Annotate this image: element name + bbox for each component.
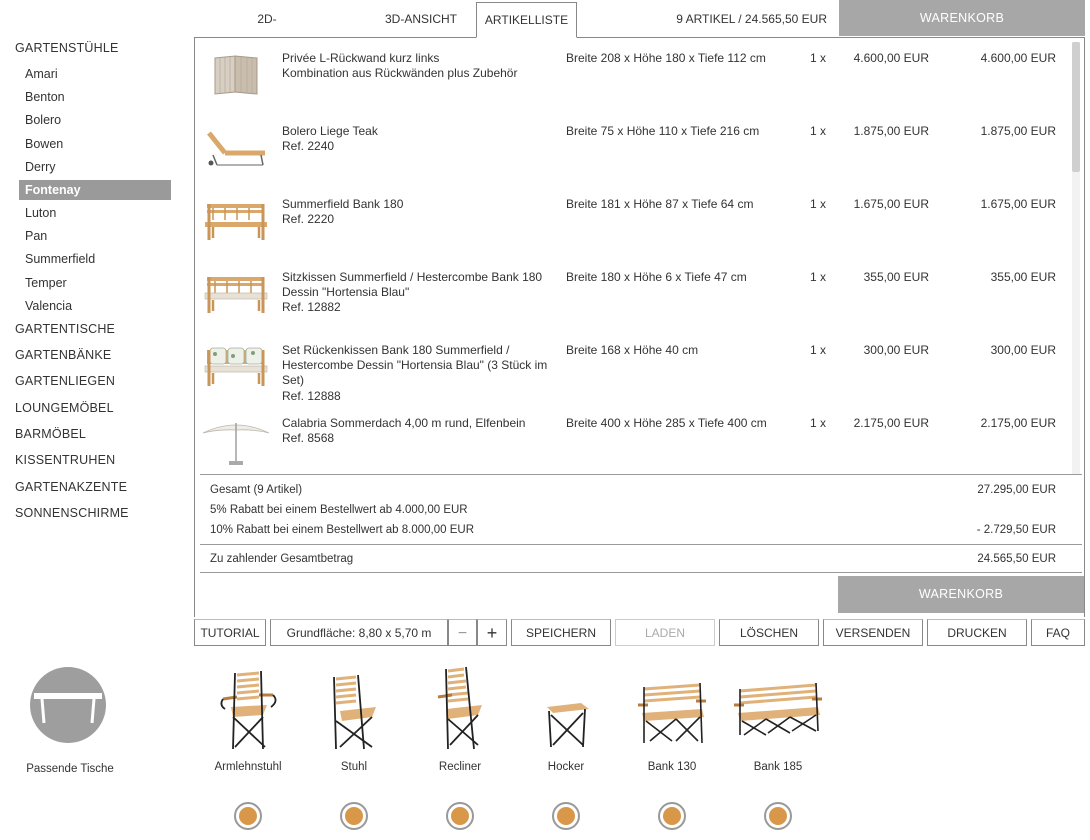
product-bank-185[interactable] bbox=[728, 665, 828, 751]
sidebar-item-amari[interactable]: Amari bbox=[25, 67, 58, 81]
product-label-hocker: Hocker bbox=[547, 761, 585, 773]
item-dimensions: Breite 181 x Höhe 87 x Tiefe 64 cm bbox=[566, 197, 754, 211]
teak-color-dot bbox=[663, 807, 681, 825]
item-unit-price: 1.875,00 EUR bbox=[853, 124, 929, 138]
item-description bbox=[282, 416, 552, 446]
category-barmoebel[interactable]: BARMÖBEL bbox=[15, 427, 87, 441]
tab-3d-view[interactable]: 3D-ANSICHT bbox=[384, 12, 457, 26]
teak-color-dot bbox=[557, 807, 575, 825]
table-row bbox=[195, 38, 1073, 111]
article-list-scrollbar[interactable] bbox=[1072, 42, 1080, 474]
article-list bbox=[195, 38, 1073, 474]
grand-total-label: Zu zahlender Gesamtbetrag bbox=[210, 553, 354, 565]
item-ref: Ref. 12888 bbox=[282, 388, 341, 403]
item-quantity: 1 x bbox=[810, 343, 827, 357]
scrollbar-thumb[interactable] bbox=[1072, 42, 1080, 172]
discount-10-row bbox=[200, 520, 1082, 540]
item-description bbox=[282, 124, 552, 154]
item-dimensions: Breite 208 x Höhe 180 x Tiefe 112 cm bbox=[566, 51, 766, 65]
category-sidebar bbox=[0, 0, 190, 650]
item-dimensions: Breite 75 x Höhe 110 x Tiefe 216 cm bbox=[566, 124, 760, 138]
product-label-stuhl: Stuhl bbox=[340, 761, 368, 773]
item-unit-price: 300,00 EUR bbox=[863, 343, 929, 357]
item-quantity: 1 x bbox=[810, 124, 827, 138]
item-quantity: 1 x bbox=[810, 51, 827, 65]
tutorial-button[interactable]: TUTORIAL bbox=[194, 619, 266, 646]
item-dimensions: Breite 168 x Höhe 40 cm bbox=[566, 343, 699, 357]
article-list-panel bbox=[194, 37, 1085, 617]
item-name: Calabria Sommerdach 4,00 m rund, Elfenbein bbox=[282, 416, 526, 430]
category-gartenbaenke[interactable]: GARTENBÄNKE bbox=[15, 348, 112, 362]
color-swatch-teak[interactable] bbox=[446, 802, 474, 830]
item-quantity: 1 x bbox=[810, 270, 827, 284]
teak-color-dot bbox=[451, 807, 469, 825]
sidebar-item-luton[interactable]: Luton bbox=[25, 206, 57, 220]
product-label-bank-130: Bank 130 bbox=[647, 761, 697, 773]
table-row bbox=[195, 403, 1073, 474]
sidebar-item-temper[interactable]: Temper bbox=[25, 276, 67, 290]
armchair-icon bbox=[213, 665, 283, 751]
lounger-icon bbox=[203, 125, 269, 169]
item-dimensions: Breite 400 x Höhe 285 x Tiefe 400 cm bbox=[566, 416, 767, 430]
category-gartenstuehle[interactable]: GARTENSTÜHLE bbox=[15, 41, 119, 55]
total-row bbox=[200, 480, 1082, 500]
item-name: Bolero Liege Teak bbox=[282, 124, 378, 138]
sidebar-item-bolero[interactable]: Bolero bbox=[25, 113, 62, 127]
increase-area-button[interactable]: + bbox=[477, 619, 507, 646]
item-detail: Ref. 2240 bbox=[282, 139, 335, 154]
send-button[interactable]: VERSENDEN bbox=[823, 619, 923, 646]
item-unit-price: 2.175,00 EUR bbox=[853, 416, 929, 430]
toolbar bbox=[0, 619, 1090, 646]
item-name: Sitzkissen Summerfield / Hestercombe Bank 180 bbox=[282, 270, 543, 284]
cart-button-top[interactable]: WARENKORB bbox=[839, 0, 1085, 36]
grand-total-row bbox=[200, 545, 1082, 573]
product-bank-130[interactable] bbox=[622, 665, 722, 751]
sidebar-item-derry[interactable]: Derry bbox=[25, 160, 56, 174]
category-loungemoebel[interactable]: LOUNGEMÖBEL bbox=[15, 401, 114, 415]
item-name: Privée L-Rückwand kurz links bbox=[282, 51, 440, 65]
item-description bbox=[282, 197, 552, 227]
item-ref: Ref. 12882 bbox=[282, 300, 341, 315]
table-icon bbox=[30, 667, 106, 743]
discount-5-label: 5% Rabatt bei einem Bestellwert ab 4.000,00 EUR bbox=[210, 504, 468, 516]
floor-area-display: Grundfläche: 8,80 x 5,70 m bbox=[270, 619, 448, 646]
item-total-price: 2.175,00 EUR bbox=[980, 416, 1056, 430]
sidebar-item-bowen[interactable]: Bowen bbox=[25, 137, 64, 151]
category-gartenliegen[interactable]: GARTENLIEGEN bbox=[15, 374, 116, 388]
item-total-price: 4.600,00 EUR bbox=[980, 51, 1056, 65]
sidebar-item-valencia[interactable]: Valencia bbox=[25, 299, 73, 313]
item-unit-price: 4.600,00 EUR bbox=[853, 51, 929, 65]
tab-2d-planning[interactable]: 2D- bbox=[257, 12, 277, 26]
cart-summary: 9 ARTIKEL / 24.565,50 EUR bbox=[676, 12, 827, 26]
print-button[interactable]: DRUCKEN bbox=[927, 619, 1027, 646]
color-swatch-teak[interactable] bbox=[234, 802, 262, 830]
sidebar-item-summerfield[interactable]: Summerfield bbox=[25, 252, 96, 266]
item-dimensions: Breite 180 x Höhe 6 x Tiefe 47 cm bbox=[566, 270, 747, 284]
item-detail: Hestercombe Dessin "Hortensia Blau" (3 Stück im bbox=[282, 358, 548, 373]
recliner-icon bbox=[430, 665, 490, 751]
color-swatch-teak[interactable] bbox=[764, 802, 792, 830]
category-gartentische[interactable]: GARTENTISCHE bbox=[15, 322, 116, 336]
sidebar-item-fontenay[interactable]: Fontenay bbox=[19, 180, 171, 200]
save-button[interactable]: SPEICHERN bbox=[511, 619, 611, 646]
item-detail: Set) bbox=[282, 373, 305, 388]
sidebar-item-benton[interactable]: Benton bbox=[25, 90, 65, 104]
discount-10-label: 10% Rabatt bei einem Bestellwert ab 8.000,00 EUR bbox=[210, 524, 475, 536]
item-description bbox=[282, 343, 552, 404]
bench-130-icon bbox=[636, 665, 708, 751]
item-total-price: 300,00 EUR bbox=[990, 343, 1056, 357]
bench-185-icon bbox=[732, 665, 824, 751]
discount-10-value: - 2.729,50 EUR bbox=[976, 524, 1056, 536]
item-detail: Ref. 8568 bbox=[282, 431, 335, 446]
total-label: Gesamt (9 Artikel) bbox=[210, 484, 303, 496]
category-sonnenschirme[interactable]: SONNENSCHIRME bbox=[15, 506, 129, 520]
item-quantity: 1 x bbox=[810, 197, 827, 211]
product-stuhl[interactable] bbox=[304, 665, 404, 751]
delete-button[interactable]: LÖSCHEN bbox=[719, 619, 819, 646]
chair-icon bbox=[326, 665, 382, 751]
product-label-bank-185: Bank 185 bbox=[753, 761, 803, 773]
table-row bbox=[195, 257, 1073, 330]
item-description bbox=[282, 270, 552, 316]
item-name: Set Rückenkissen Bank 180 Summerfield / bbox=[282, 343, 510, 357]
grand-total-value: 24.565,50 EUR bbox=[977, 553, 1056, 565]
category-kissentruhen[interactable]: KISSENTRUHEN bbox=[15, 453, 116, 467]
category-gartenakzente[interactable]: GARTENAKZENTE bbox=[15, 480, 128, 494]
item-name: Summerfield Bank 180 bbox=[282, 197, 404, 211]
item-detail: Dessin "Hortensia Blau" bbox=[282, 285, 410, 300]
table-row bbox=[195, 330, 1073, 403]
color-swatch-teak[interactable] bbox=[340, 802, 368, 830]
product-hocker[interactable] bbox=[516, 665, 616, 751]
totals-section bbox=[200, 474, 1082, 573]
teak-color-dot bbox=[345, 807, 363, 825]
item-detail: Ref. 2220 bbox=[282, 212, 335, 227]
table-row bbox=[195, 184, 1073, 257]
color-swatch-teak[interactable] bbox=[658, 802, 686, 830]
bench-cushion-icon bbox=[203, 271, 269, 315]
product-label-recliner: Recliner bbox=[438, 761, 482, 773]
item-total-price: 1.675,00 EUR bbox=[980, 197, 1056, 211]
decrease-area-button[interactable]: − bbox=[448, 619, 477, 646]
bench-icon bbox=[203, 198, 269, 242]
cart-button-bottom[interactable]: WARENKORB bbox=[838, 576, 1084, 613]
matching-tables-label: Passende Tische bbox=[26, 763, 114, 775]
item-quantity: 1 x bbox=[810, 416, 827, 430]
matching-tables-button[interactable] bbox=[30, 667, 106, 743]
color-swatch-teak[interactable] bbox=[552, 802, 580, 830]
faq-button[interactable]: FAQ bbox=[1031, 619, 1085, 646]
total-value: 27.295,00 EUR bbox=[977, 484, 1056, 496]
teak-color-dot bbox=[769, 807, 787, 825]
product-armlehnstuhl[interactable] bbox=[198, 665, 298, 751]
discount-5-row bbox=[200, 500, 1082, 520]
product-recliner[interactable] bbox=[410, 665, 510, 751]
screen-icon bbox=[203, 52, 269, 96]
product-label-armlehnstuhl: Armlehnstuhl bbox=[214, 761, 282, 773]
load-button[interactable]: LADEN bbox=[615, 619, 715, 646]
sidebar-item-pan[interactable]: Pan bbox=[25, 229, 48, 243]
item-detail: Kombination aus Rückwänden plus Zubehör bbox=[282, 66, 518, 81]
item-unit-price: 355,00 EUR bbox=[863, 270, 929, 284]
teak-color-dot bbox=[239, 807, 257, 825]
view-tabs bbox=[194, 0, 839, 38]
item-total-price: 1.875,00 EUR bbox=[980, 124, 1056, 138]
item-description bbox=[282, 51, 552, 81]
tab-article-list[interactable]: ARTIKELLISTE bbox=[476, 2, 577, 38]
stool-icon bbox=[541, 665, 591, 751]
parasol-icon bbox=[203, 417, 269, 467]
item-unit-price: 1.675,00 EUR bbox=[853, 197, 929, 211]
table-row bbox=[195, 111, 1073, 184]
bench-back-cushion-icon bbox=[203, 344, 269, 388]
item-total-price: 355,00 EUR bbox=[990, 270, 1056, 284]
